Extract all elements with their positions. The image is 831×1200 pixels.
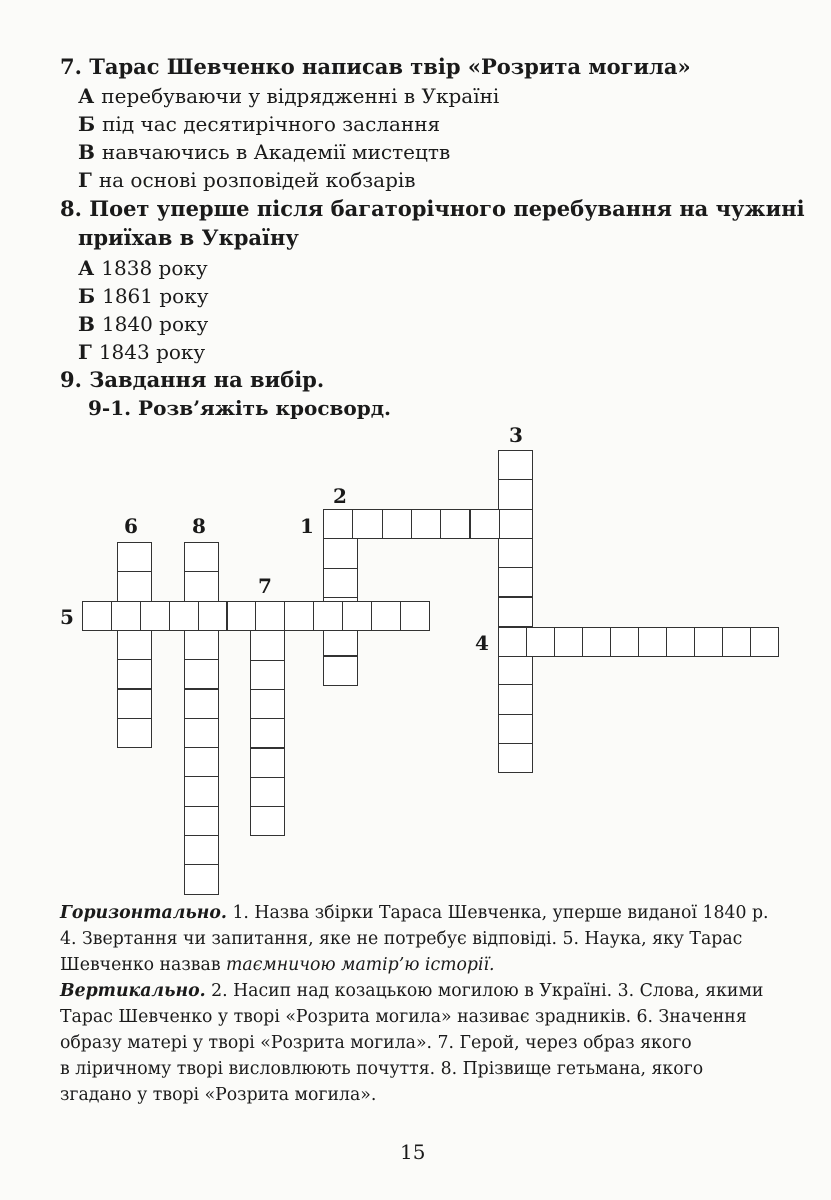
crossword-cell-v2-3[interactable] [323,568,358,598]
crossword-cell-v3-11[interactable] [498,743,533,773]
crossword-cell-h4-2[interactable] [526,627,555,657]
crossword-cell-h5-11[interactable] [371,601,401,631]
crossword-cell-v7-8[interactable] [250,806,285,836]
crossword-cell-v8-12[interactable] [184,864,219,894]
vertical-heading: Вертикально. [60,981,206,1001]
crossword-cell-h4-3[interactable] [554,627,583,657]
q8-option-a: А 1838 року [78,256,208,280]
crossword-cell-v7-6[interactable] [250,748,285,778]
crossword-number-1: 1 [300,514,314,538]
crossword-cell-v7-4[interactable] [250,689,285,719]
crossword-cell-h5-8[interactable] [284,601,314,631]
clues-horizontal-line1: Горизонтально. 1. Назва збірки Тараса Шевченка, уперше виданої 1840 р. [60,903,769,923]
crossword-cell-v6-1[interactable] [117,542,152,572]
crossword-cell-v3-2[interactable] [498,479,533,509]
q8-option-d: Г 1843 року [78,340,206,364]
crossword-cell-h5-6[interactable] [227,601,257,631]
crossword-cell-h5-2[interactable] [111,601,141,631]
clues-vertical-line1: Вертикально. 2. Насип над козацькою могилою в Україні. 3. Слова, якими [60,981,764,1001]
q8-option-b: Б 1861 року [78,284,209,308]
crossword-number-8: 8 [192,514,206,538]
crossword-cell-v6-4[interactable] [117,630,152,660]
crossword-cell-h1-2[interactable] [352,509,382,539]
q8-option-c: В 1840 року [78,312,209,336]
crossword-cell-v8-2[interactable] [184,571,219,601]
crossword-cell-v6-6[interactable] [117,689,152,719]
crossword-cell-h4-6[interactable] [638,627,667,657]
crossword-cell-h4-9[interactable] [722,627,751,657]
clues-vertical-line3: образу матері у творі «Розрита могила». 7. Герой, через образ якого [60,1033,692,1053]
crossword-cell-v3-8[interactable] [498,655,533,685]
crossword-cell-h5-9[interactable] [313,601,343,631]
question-8-line1: 8. Поет уперше після багаторічного перебування на чужині [60,196,805,221]
question-9-1: 9-1. Розв’яжіть кросворд. [88,396,392,420]
crossword-cell-v8-9[interactable] [184,776,219,806]
crossword-cell-v8-4[interactable] [184,630,219,660]
crossword-cell-v2-2[interactable] [323,538,358,568]
crossword-cell-v3-1[interactable] [498,450,533,480]
crossword-cell-h5-7[interactable] [255,601,285,631]
crossword-cell-v3-3[interactable] [498,509,533,539]
crossword-cell-h1-3[interactable] [382,509,412,539]
crossword-cell-h4-7[interactable] [666,627,695,657]
crossword-number-6: 6 [124,514,138,538]
crossword-cell-v6-2[interactable] [117,571,152,601]
crossword-cell-h4-1[interactable] [498,627,527,657]
q7-option-d: Г на основі розповідей кобзарів [78,168,416,192]
crossword-cell-h5-1[interactable] [82,601,112,631]
crossword-cell-v8-11[interactable] [184,835,219,865]
crossword-cell-h1-4[interactable] [411,509,441,539]
crossword-cell-h5-10[interactable] [342,601,372,631]
crossword-number-5: 5 [60,605,74,629]
crossword-cell-v6-7[interactable] [117,718,152,748]
crossword-cell-v8-10[interactable] [184,806,219,836]
crossword-cell-v7-5[interactable] [250,718,285,748]
crossword-cell-v7-3[interactable] [250,660,285,690]
q7-option-a: А перебуваючи у відрядженні в Україні [78,84,500,108]
crossword-cell-v3-5[interactable] [498,567,533,597]
crossword-cell-v8-8[interactable] [184,747,219,777]
crossword-cell-v8-1[interactable] [184,542,219,572]
crossword-cell-h5-4[interactable] [169,601,199,631]
question-7: 7. Тарас Шевченко написав твір «Розрита могила» [60,54,691,79]
crossword-number-2: 2 [333,484,347,508]
question-8-line2: приїхав в Україну [78,225,299,250]
clues-horizontal-line2: 4. Звертання чи запитання, яке не потребує відповіді. 5. Наука, яку Тарас [60,929,743,949]
crossword-cell-v2-6[interactable] [323,656,358,686]
crossword-cell-v8-7[interactable] [184,718,219,748]
crossword-cell-h1-6[interactable] [470,509,500,539]
crossword-cell-v6-5[interactable] [117,659,152,689]
crossword-cell-h1-1[interactable] [323,509,353,539]
crossword-clues [60,900,780,1108]
crossword-cell-v7-7[interactable] [250,777,285,807]
q7-option-b: Б під час десятирічного заслання [78,112,441,136]
crossword-cell-h5-3[interactable] [140,601,170,631]
question-9: 9. Завдання на вибір. [60,367,325,392]
crossword-cell-h1-5[interactable] [440,509,470,539]
clues-vertical-line4: в ліричному творі висловлюють почуття. 8. Прізвище гетьмана, якого [60,1059,704,1079]
crossword-cell-v3-6[interactable] [498,597,533,627]
crossword-cell-h4-8[interactable] [694,627,723,657]
crossword-cell-v7-2[interactable] [250,630,285,660]
crossword-cell-h4-5[interactable] [610,627,639,657]
crossword-cell-v8-6[interactable] [184,689,219,719]
q7-option-c: В навчаючись в Академії мистецтв [78,140,451,164]
crossword-cell-h4-10[interactable] [750,627,779,657]
clues-vertical-line2: Тарас Шевченко у творі «Розрита могила» називає зрадників. 6. Значення [60,1007,747,1027]
horizontal-heading: Горизонтально. [60,903,227,923]
crossword-cell-h5-5[interactable] [198,601,228,631]
crossword-number-7: 7 [258,574,272,598]
clues-vertical-line5: згадано у творі «Розрита могила». [60,1085,377,1105]
crossword-cell-h4-4[interactable] [582,627,611,657]
crossword-number-4: 4 [475,631,489,655]
page-number: 15 [400,1140,426,1164]
clues-horizontal-line3: Шевченко назвав таємничою матір’ю історії. [60,955,495,975]
crossword-cell-v3-10[interactable] [498,714,533,744]
crossword-cell-h5-12[interactable] [400,601,430,631]
crossword-number-3: 3 [509,423,523,447]
crossword-cell-v3-4[interactable] [498,538,533,568]
crossword-cell-v3-9[interactable] [498,684,533,714]
crossword-cell-v8-5[interactable] [184,659,219,689]
